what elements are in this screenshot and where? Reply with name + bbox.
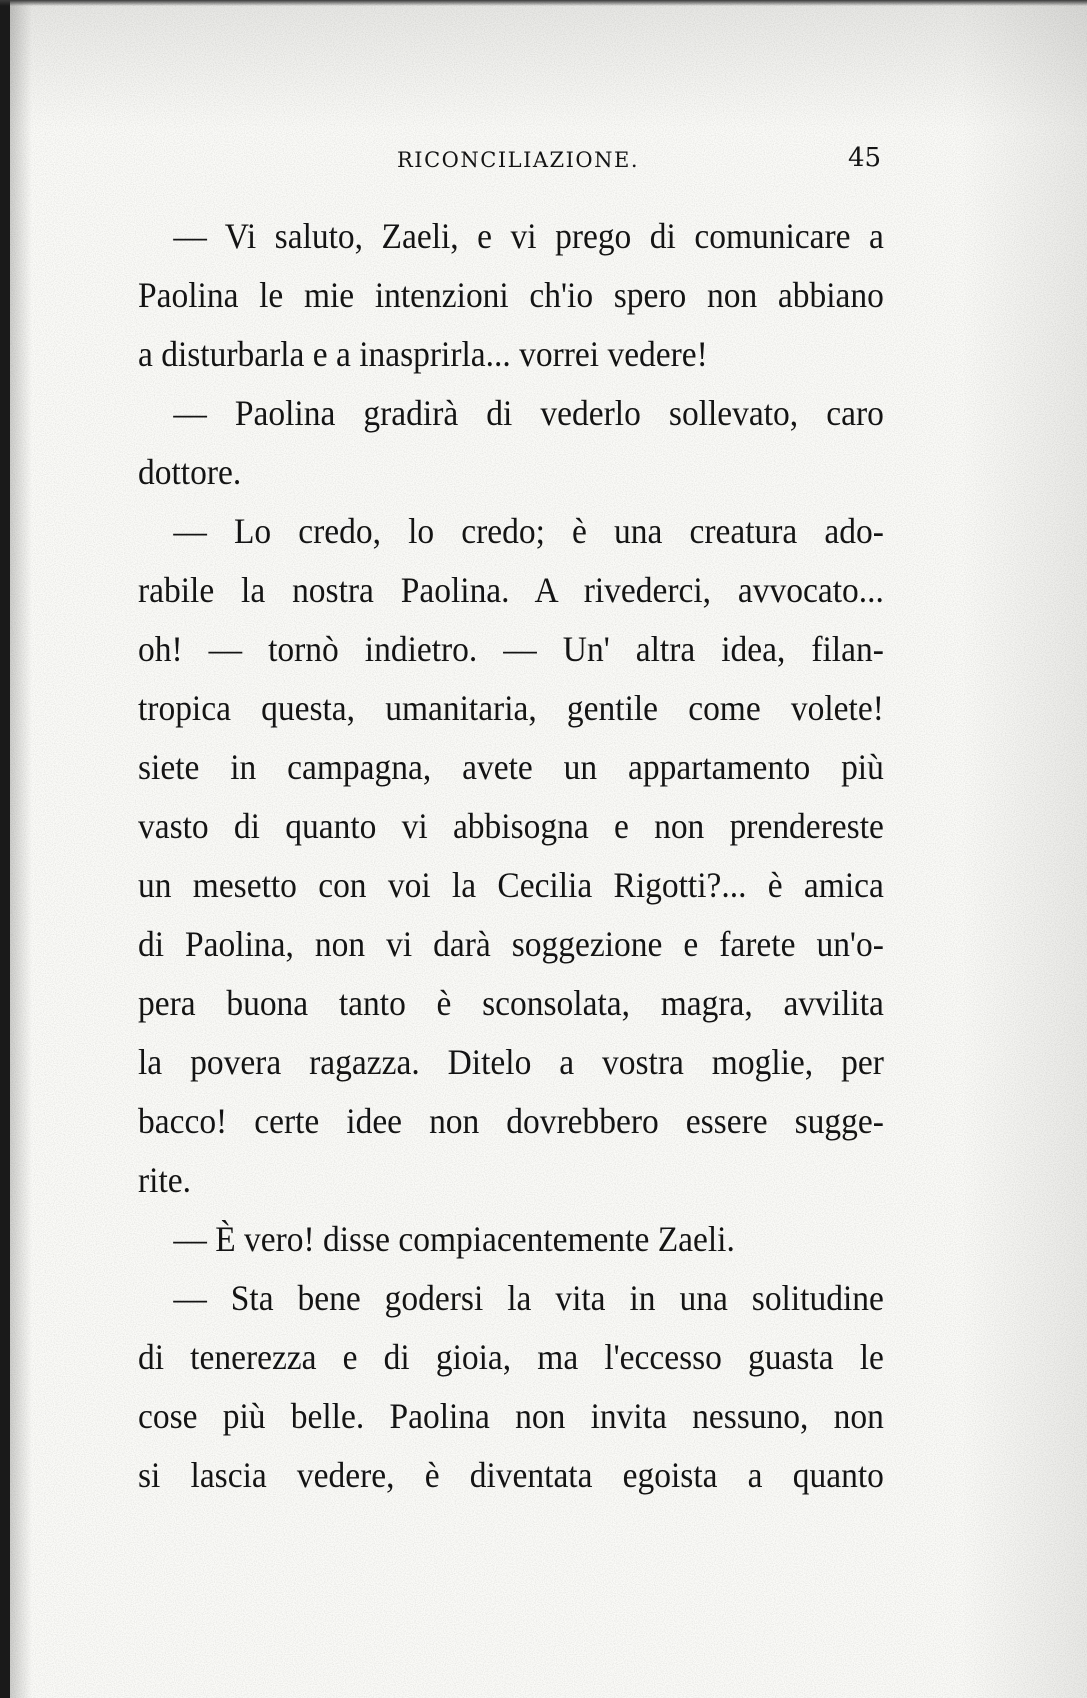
text-line: — È vero! disse compiacentemente Zaeli. (173, 1219, 735, 1259)
top-edge-shadow (0, 0, 1087, 6)
text-line: rabile la nostra Paolina. A rivederci, avvocato... (138, 570, 884, 610)
text-line: dottore. (138, 452, 242, 492)
book-spine-edge (0, 0, 10, 1698)
text-line: — Vi saluto, Zaeli, e vi prego di comunicare a (173, 216, 884, 256)
text-line: pera buona tanto è sconsolata, magra, avvilita (138, 983, 884, 1023)
text-line: — Paolina gradirà di vederlo sollevato, caro (173, 393, 884, 433)
text-line: cose più belle. Paolina non invita nessuno, non (138, 1396, 884, 1436)
running-header-title: RICONCILIAZIONE. (397, 148, 640, 172)
text-line: di Paolina, non vi darà soggezione e farete un'o- (138, 924, 884, 964)
text-line: Paolina le mie intenzioni ch'io spero non abbiano (138, 275, 884, 315)
text-line: bacco! certe idee non dovrebbero essere sugge- (138, 1101, 884, 1141)
gutter-shadow (10, 0, 32, 1698)
text-line: la povera ragazza. Ditelo a vostra moglie, per (138, 1042, 884, 1082)
text-line: rite. (138, 1160, 191, 1200)
text-line: — Lo credo, lo credo; è una creatura ado- (173, 511, 884, 551)
text-line: a disturbarla e a inasprirla... vorrei vedere! (138, 334, 708, 374)
page-number: 45 (848, 143, 882, 173)
text-line: si lascia vedere, è diventata egoista a quanto (138, 1455, 884, 1495)
text-line: un mesetto con voi la Cecilia Rigotti?... è amica (138, 865, 884, 905)
text-line: oh! — tornò indietro. — Un' altra idea, filan- (138, 629, 884, 669)
body-text (138, 207, 884, 1505)
text-line: — Sta bene godersi la vita in una solitudine (173, 1278, 884, 1318)
text-line: siete in campagna, avete un appartamento più (138, 747, 884, 787)
text-line: tropica questa, umanitaria, gentile come volete! (138, 688, 884, 728)
text-line: di tenerezza e di gioia, ma l'eccesso guasta le (138, 1337, 884, 1377)
text-line: vasto di quanto vi abbisogna e non prendereste (138, 806, 884, 846)
